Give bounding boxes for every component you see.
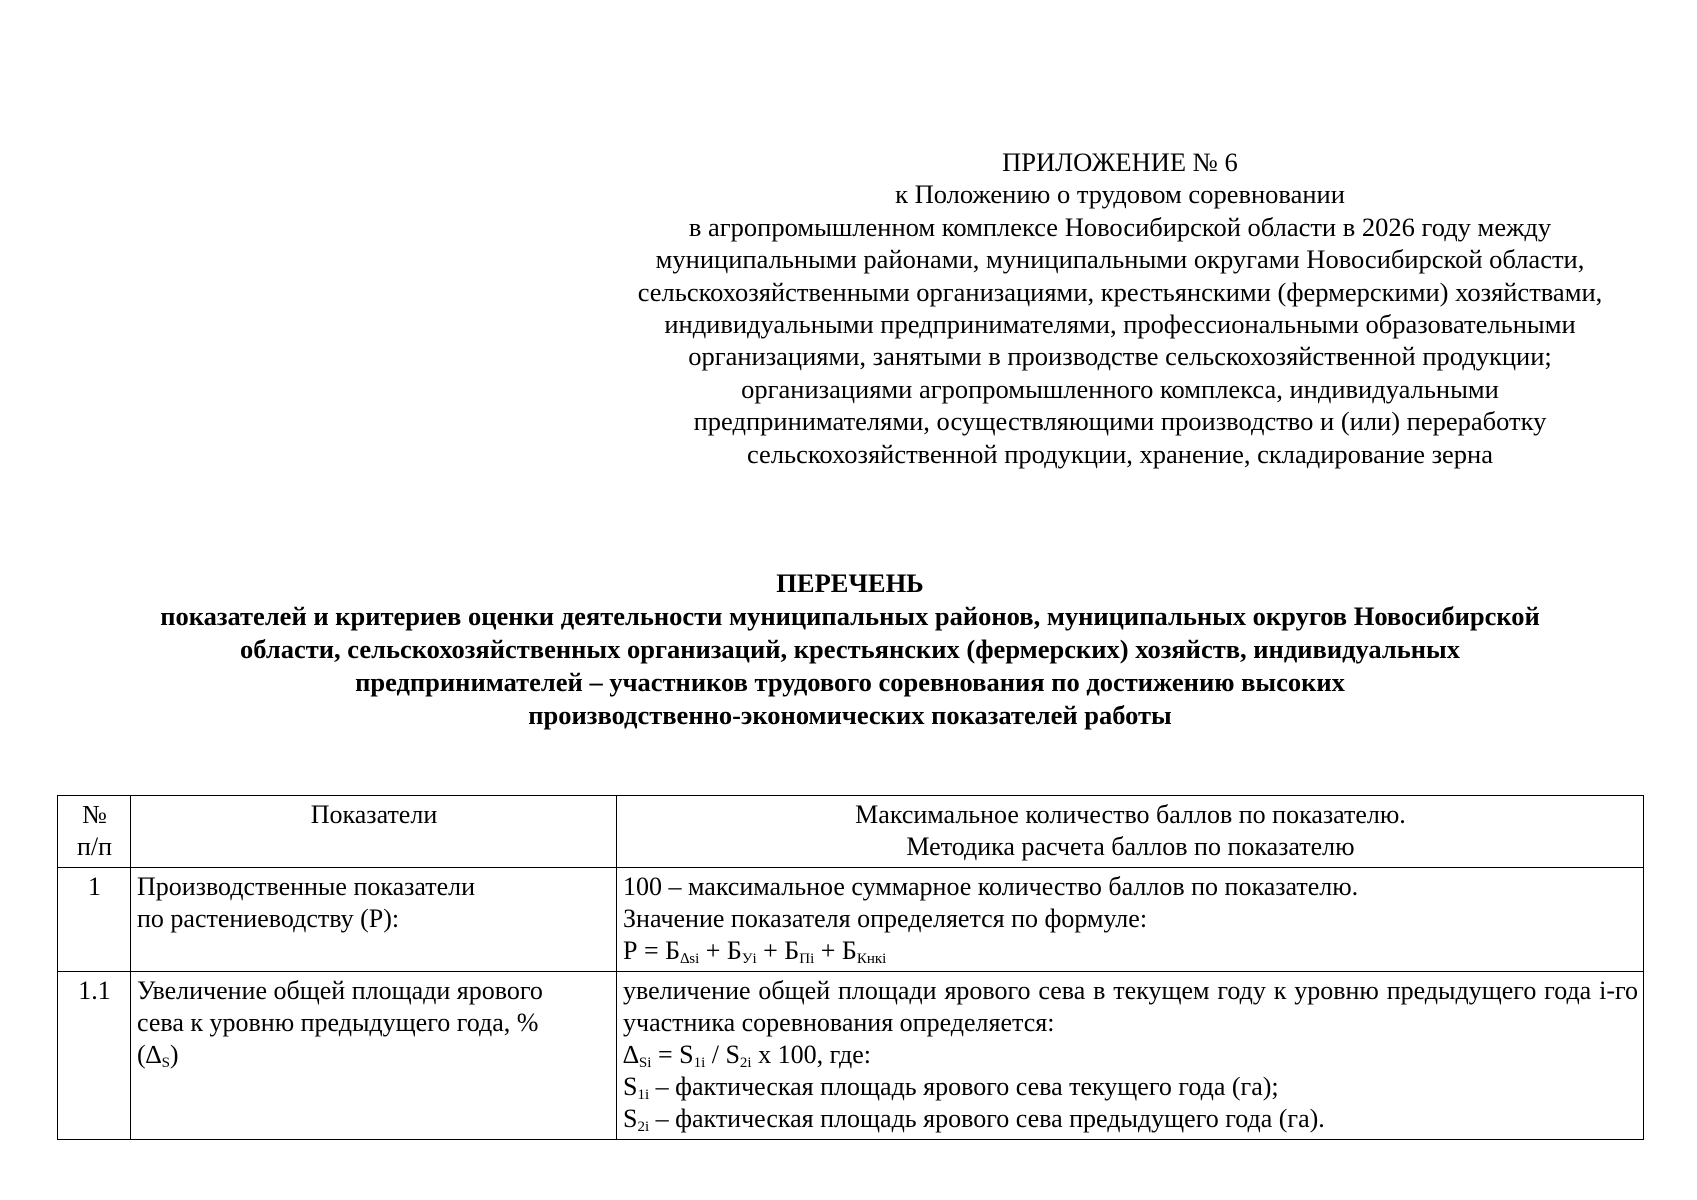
formula-part: ∆ xyxy=(623,1040,639,1069)
indicator-line: Увеличение общей площади ярового xyxy=(137,976,543,1005)
appendix-line: организациями, занятыми в производстве сельскохозяйственной продукции; xyxy=(688,341,1552,372)
definition-line xyxy=(623,1071,1638,1103)
header-method-cell xyxy=(617,796,1644,868)
formula-subscript: Кнкi xyxy=(856,951,887,967)
heading-line: показателей и критериев оценки деятельности муниципальных районов, муниципальных округов Новосибирской xyxy=(160,601,1540,631)
row-num-cell xyxy=(58,868,131,972)
header-method-line: Методика расчета баллов по показателю xyxy=(906,832,1355,861)
appendix-line: индивидуальными предпринимателями, профессиональными образовательными xyxy=(664,309,1576,340)
header-indicators-label: Показатели xyxy=(310,800,438,829)
table-row xyxy=(58,868,1644,972)
formula-part: + Б xyxy=(756,936,800,965)
heading-line: производственно-экономических показателей работы xyxy=(528,700,1172,730)
appendix-title: ПРИЛОЖЕНИЕ № 6 xyxy=(1002,147,1238,177)
definition-line xyxy=(623,1103,1638,1135)
appendix-line: сельскохозяйственной продукции, хранение, складирование зерна xyxy=(746,438,1494,469)
document-heading xyxy=(60,567,1640,732)
symbol-subscript: S xyxy=(161,1055,170,1071)
definition-symbol: S xyxy=(623,1072,638,1101)
formula-subscript: ∆si xyxy=(680,951,700,967)
indicator-symbol xyxy=(137,1039,611,1071)
criteria-table xyxy=(57,795,1644,1140)
header-num-symbol: № xyxy=(82,800,107,829)
formula-subscript: 1i xyxy=(693,1055,706,1071)
heading-line: области, сельскохозяйственных организаций, крестьянских (фермерских) хозяйств, индивидуальных xyxy=(240,634,1460,664)
row-num-cell xyxy=(58,972,131,1140)
formula-part: x 100, где: xyxy=(751,1040,871,1069)
table-header-row xyxy=(58,796,1644,868)
definition-symbol: S xyxy=(623,1104,638,1133)
definition-subscript: 2i xyxy=(637,1119,650,1135)
header-num-cell xyxy=(58,796,131,868)
appendix-line: сельскохозяйственными организациями, крестьянскими (фермерскими) хозяйствами, xyxy=(637,276,1603,307)
header-num-label: п/п xyxy=(76,832,113,861)
formula-subscript: Уi xyxy=(741,951,757,967)
formula-part: = S xyxy=(651,1040,694,1069)
indicator-line: по растениеводству (Р): xyxy=(137,904,400,933)
formula-part: / S xyxy=(705,1040,740,1069)
method-line: 100 – максимальное суммарное количество баллов по показателю. xyxy=(623,872,1359,901)
row-number: 1.1 xyxy=(78,976,111,1005)
definition-text: – фактическая площадь ярового сева предыдущего года (га). xyxy=(649,1104,1325,1133)
formula-subscript: 2i xyxy=(739,1055,752,1071)
method-text: увеличение общей площади ярового сева в текущем году к уровню предыдущего года i-го участника соревнования определяется: xyxy=(623,976,1638,1037)
row-method-cell xyxy=(617,972,1644,1140)
symbol-part: ) xyxy=(169,1040,179,1069)
appendix-line: к Положению о трудовом соревновании xyxy=(895,179,1345,210)
header-method-line: Максимальное количество баллов по показателю. xyxy=(855,800,1406,829)
appendix-line: предпринимателями, осуществляющими производство и (или) переработку xyxy=(693,406,1547,437)
row-method-cell xyxy=(617,868,1644,972)
table-row xyxy=(58,972,1644,1140)
formula-part: Р = Б xyxy=(623,936,681,965)
appendix-line: организациями агропромышленного комплекса, индивидуальными xyxy=(741,373,1499,404)
row-indicator-cell xyxy=(131,868,617,972)
definition-subscript: 1i xyxy=(637,1087,650,1103)
indicator-line: Производственные показатели xyxy=(137,872,476,901)
method-line: Значение показателя определяется по формуле: xyxy=(623,904,1148,933)
appendix-line: муниципальными районами, муниципальными округами Новосибирской области, xyxy=(655,244,1585,275)
formula-subscript: Пi xyxy=(799,951,815,967)
symbol-part: (∆ xyxy=(137,1040,162,1069)
appendix-line: в агропромышленном комплексе Новосибирской области в 2026 году между xyxy=(688,211,1552,242)
row-indicator-cell xyxy=(131,972,617,1140)
formula xyxy=(623,935,1638,967)
heading-line: предпринимателей – участников трудового соревнования по достижению высоких xyxy=(355,667,1345,697)
formula-subscript: Si xyxy=(638,1055,652,1071)
indicator-line: сева к уровню предыдущего года, % xyxy=(137,1008,539,1037)
row-number: 1 xyxy=(88,872,101,901)
appendix-header xyxy=(590,146,1650,470)
formula-part: + Б xyxy=(814,936,857,965)
definition-text: – фактическая площадь ярового сева текущего года (га); xyxy=(649,1072,1279,1101)
heading-title: ПЕРЕЧЕНЬ xyxy=(776,568,924,598)
formula xyxy=(623,1039,1638,1071)
formula-part: + Б xyxy=(699,936,742,965)
header-indicators-cell xyxy=(131,796,617,868)
